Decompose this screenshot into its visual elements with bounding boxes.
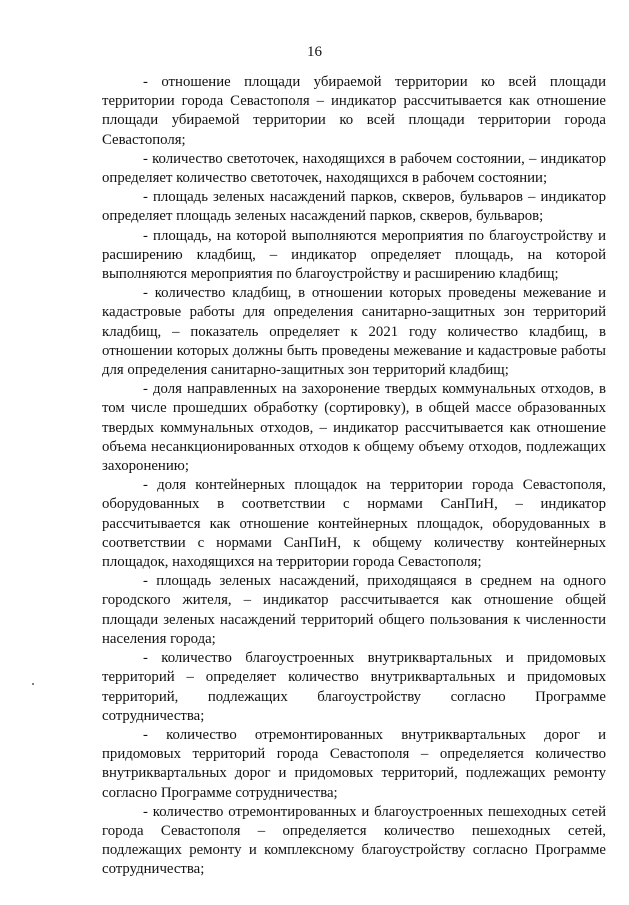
document-body (102, 73, 606, 880)
paragraph: - отношение площади убираемой территории ко всей площади территории города Севастополя – индикатор рассчитывается как отношение площади убираемой территории ко всей площади территории города Севастополя; (102, 74, 606, 148)
page-number: 16 (307, 44, 322, 60)
paragraph: - площадь зеленых насаждений парков, скверов, бульваров – индикатор определяет площадь зеленых насаждений парков, скверов, бульваров; (102, 189, 606, 225)
paragraph: - доля направленных на захоронение твердых коммунальных отходов, в том числе прошедших обработку (сортировку), в общей массе образованных твердых коммунальных отходов, – индикатор рассчитывается как отношение объема несанкционированных отходов к общему объему отходов, подлежащих захоронению; (102, 381, 606, 475)
paragraph: - количество отремонтированных внутриквартальных дорог и придомовых территорий города Севастополя – определяется количество внутриквартальных дорог и придомовых территорий, подлежащих ремонту согласно Программе сотрудничества; (102, 726, 606, 801)
paragraph: - площадь, на которой выполняются мероприятия по благоустройству и расширению кладбищ, – индикатор определяет площадь, на которой выполняются мероприятия по благоустройству и расширению кладбищ; (102, 227, 606, 283)
paragraph: - количество кладбищ, в отношении которых проведены межевание и кадастровые работы для определения санитарно-защитных зон территорий кладбищ, – показатель определяет к 2021 году количество кладбищ, в отношении которых должны быть проведены межевание и кадастровые работы для определения санитарно-защитных зон территорий кладбищ; (102, 285, 606, 379)
paragraph: - количество благоустроенных внутриквартальных и придомовых территорий – определяет количество внутриквартальных и придомовых территорий, подлежащих благоустройству согласно Программе сотрудничества; (102, 650, 606, 724)
paragraph: - количество отремонтированных и благоустроенных пешеходных сетей города Севастополя – определяется количество пешеходных сетей, подлежащих ремонту и комплексному благоустройству согласно Программе сотрудничества; (102, 803, 606, 878)
paragraph: - количество светоточек, находящихся в рабочем состоянии, – индикатор определяет количество светоточек, находящихся в рабочем состоянии; (102, 150, 606, 187)
paragraph: - доля контейнерных площадок на территории города Севастополя, оборудованных в соответствии с нормами СанПиН, – индикатор рассчитывается как отношение контейнерных площадок, оборудованных в соответствии с нормами СанПиН, к общему количеству контейнерных площадок, находящихся на территории города Севастополя; (102, 477, 606, 571)
paragraph: - площадь зеленых насаждений, приходящаяся в среднем на одного городского жителя, – индикатор рассчитывается как отношение общей площади зеленых насаждений территорий общего пользования к численности населения города; (102, 573, 606, 647)
scan-speck (32, 683, 34, 685)
